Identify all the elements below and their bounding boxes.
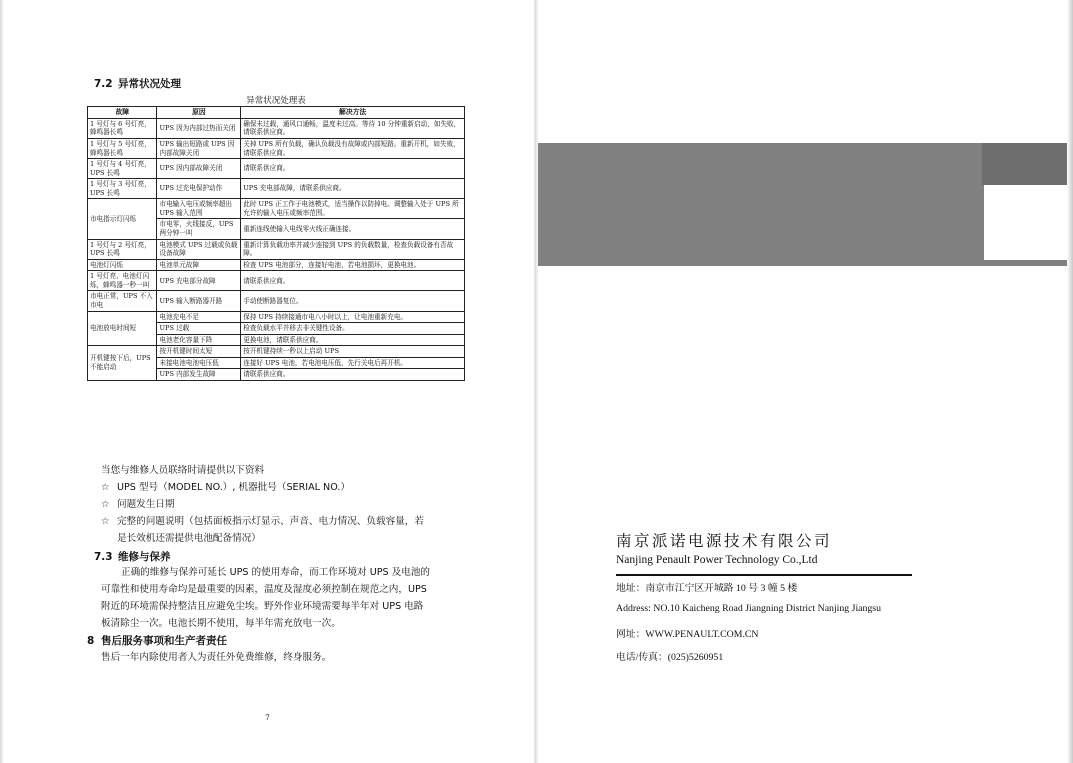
cause-cell: UPS 充电部分故障 xyxy=(157,271,241,291)
solution-cell: 连接好 UPS 电池，若电池电压低，先行关电后再开机。 xyxy=(241,357,465,369)
page-number: 7 xyxy=(265,713,270,722)
table-row xyxy=(88,259,465,271)
table-row xyxy=(88,291,465,311)
header-fault: 故障 xyxy=(88,107,157,119)
cause-cell: 电池老化容量下降 xyxy=(157,334,241,346)
cause-cell: 未接电池电池电压低 xyxy=(157,357,241,369)
contact-intro: 当您与维修人员联络时请提供以下资料 xyxy=(101,465,265,476)
contact-item-date xyxy=(101,496,481,513)
cause-cell: UPS 内部发生故障 xyxy=(157,369,241,381)
solution-cell: 请联系供应商。 xyxy=(241,159,465,179)
fault-cell: 电池灯闪烁 xyxy=(88,259,157,271)
fault-cell: 1 号灯与 2 号灯亮，UPS 长鸣 xyxy=(88,239,157,259)
header-cause: 原因 xyxy=(157,107,241,119)
cause-cell: 市电输入电压或频率超出 UPS 输入范围 xyxy=(157,199,241,219)
fault-cell: 1 号灯与 3 号灯亮，UPS 长鸣 xyxy=(88,179,157,199)
contact-info-block xyxy=(101,462,481,547)
page-edge-left xyxy=(0,0,4,763)
section-8-number: 8 xyxy=(87,635,95,647)
fault-cell: 开机键按下后，UPS 不能启动 xyxy=(88,346,157,381)
cause-cell: UPS 过载 xyxy=(157,323,241,335)
solution-cell: 手动使断路器复位。 xyxy=(241,291,465,311)
maintenance-paragraph xyxy=(101,564,471,632)
section-7-3-number: 7.3 xyxy=(94,551,113,563)
cause-cell: UPS 过充电保护动作 xyxy=(157,179,241,199)
contact-item-date-text: 问题发生日期 xyxy=(117,499,175,510)
cause-cell: UPS 输出短路或 UPS 因内部故障关闭 xyxy=(157,138,241,158)
fault-cell: 1 号灯与 6 号灯亮，蜂鸣器长鸣 xyxy=(88,118,157,138)
solution-cell: 请联系供应商。 xyxy=(241,369,465,381)
table-row xyxy=(88,239,465,259)
star-icon: ☆ xyxy=(101,482,110,493)
company-name-english: Nanjing Penault Power Technology Co.,Ltd xyxy=(616,554,818,566)
company-name-chinese: 南京派诺电源技术有限公司 xyxy=(616,532,833,550)
fault-cell: 市电指示灯闪烁 xyxy=(88,199,157,239)
maintenance-line-4: 板清除尘一次。电池长期不使用，每半年需充放电一次。 xyxy=(101,618,341,629)
page-edge-right xyxy=(1067,0,1073,763)
cause-cell: UPS 因内部故障关闭 xyxy=(157,159,241,179)
gray-band-main xyxy=(538,185,984,266)
maintenance-line-3: 附近的环境需保持整洁且应避免尘埃。野外作业环境需要每半年对 UPS 电路 xyxy=(101,601,424,612)
gray-band-top-left xyxy=(538,143,982,185)
fault-cell: 1 号灯与 4 号灯亮，UPS 长鸣 xyxy=(88,159,157,179)
table-row xyxy=(88,118,465,138)
section-8-heading xyxy=(87,633,227,648)
solution-cell: 保持 UPS 持续接通市电八小时以上，让电池重新充电。 xyxy=(241,311,465,323)
star-icon: ☆ xyxy=(101,499,110,510)
maintenance-line-1: 正确的维修与保养可延长 UPS 的使用寿命，而工作环境对 UPS 及电池的 xyxy=(121,567,431,578)
cause-cell: 市电零，火线接反，UPS 两分钟一叫 xyxy=(157,219,241,239)
table-row xyxy=(88,138,465,158)
contact-item-description-line2: 是长效机还需提供电池配备情况） xyxy=(117,533,261,544)
solution-cell: 按开机键持续一秒以上启动 UPS xyxy=(241,346,465,358)
solution-cell: UPS 充电部故障，请联系供应商。 xyxy=(241,179,465,199)
cause-cell: 按开机键时间太短 xyxy=(157,346,241,358)
section-8-title: 售后服务事项和生产者责任 xyxy=(101,635,227,647)
company-divider xyxy=(616,574,912,576)
left-page xyxy=(0,0,535,763)
table-row xyxy=(88,346,465,358)
section-7-2-title: 异常状况处理 xyxy=(118,78,181,90)
table-row xyxy=(88,271,465,291)
section-7-3-heading xyxy=(94,549,171,564)
maintenance-line-2: 可靠性和使用寿命均是最重要的因素，温度及湿度必须控制在规范之内，UPS xyxy=(101,584,427,595)
fault-cell: 电池放电时间短 xyxy=(88,311,157,346)
solution-cell: 此时 UPS 正工作于电池模式，适当操作以防掉电。调整输入处于 UPS 所允许的输入电压或频率范围。 xyxy=(241,199,465,219)
solution-cell: 重新连线使输入电线零火线正确连接。 xyxy=(241,219,465,239)
solution-cell: 更换电池，请联系供应商。 xyxy=(241,334,465,346)
solution-cell: 检查负载水平并移去非关键性设备。 xyxy=(241,323,465,335)
solution-cell: 检查 UPS 电池部分，连接好电池，若电池损坏，更换电池。 xyxy=(241,259,465,271)
contact-item-description-line1: 完整的问题说明（包括面板指示灯显示、声音、电力情况、负载容量，若 xyxy=(117,516,424,527)
contact-item-description xyxy=(101,513,481,530)
table-header-row xyxy=(88,107,465,119)
right-page xyxy=(538,0,1073,763)
fault-cell: 市电正常，UPS 不入市电 xyxy=(88,291,157,311)
solution-cell: 确保未过载，通风口通畅，温度未过高。等待 10 分钟重新启动，如失败，请联系供应商。 xyxy=(241,118,465,138)
table-row xyxy=(88,179,465,199)
gray-band-top-right xyxy=(982,143,1067,185)
after-sales-text: 售后一年内除使用者人为责任外免费维修，终身服务。 xyxy=(101,652,332,663)
table-body xyxy=(88,118,465,380)
table-row xyxy=(88,159,465,179)
cause-cell: UPS 输入断路器开路 xyxy=(157,291,241,311)
cause-cell: 电池模式 UPS 过载或负载设备故障 xyxy=(157,239,241,259)
solution-cell: 重新计算负载功率并减少连接到 UPS 的负载数量，检查负载设备有否故障。 xyxy=(241,239,465,259)
star-icon: ☆ xyxy=(101,516,110,527)
cause-cell: 电池充电不足 xyxy=(157,311,241,323)
table-caption: 异常状况处理表 xyxy=(246,96,306,106)
troubleshooting-table xyxy=(87,106,465,381)
section-7-2-heading xyxy=(94,76,181,91)
cause-cell: 电池单元故障 xyxy=(157,259,241,271)
address-chinese: 地址：南京市江宁区开城路 10 号 3 幢 5 楼 xyxy=(616,583,798,594)
solution-cell: 请联系供应商。 xyxy=(241,271,465,291)
header-solution: 解决方法 xyxy=(241,107,465,119)
table-row xyxy=(88,311,465,323)
fault-cell: 1 号灯亮、电池灯闪烁，蜂鸣器一秒一叫 xyxy=(88,271,157,291)
gray-band-bottom-strip xyxy=(984,260,1067,266)
fault-cell: 1 号灯与 5 号灯亮，蜂鸣器长鸣 xyxy=(88,138,157,158)
website: 网址：WWW.PENAULT.COM.CN xyxy=(616,629,759,640)
table-row xyxy=(88,199,465,219)
address-english: Address: NO.10 Kaicheng Road Jiangning District Nanjing Jiangsu xyxy=(616,603,882,614)
phone-fax: 电话/传真：(025)5260951 xyxy=(616,652,724,663)
section-7-3-title: 维修与保养 xyxy=(118,551,171,563)
contact-item-model-text: UPS 型号（MODEL NO.）, 机器批号（SERIAL NO.） xyxy=(117,482,351,493)
contact-item-model xyxy=(101,479,481,496)
solution-cell: 关掉 UPS 所有负载，确认负载没有故障或内部短路。重新开机，如失败，请联系供应商。 xyxy=(241,138,465,158)
section-7-2-number: 7.2 xyxy=(94,78,113,90)
cause-cell: UPS 因为内部过热而关闭 xyxy=(157,118,241,138)
